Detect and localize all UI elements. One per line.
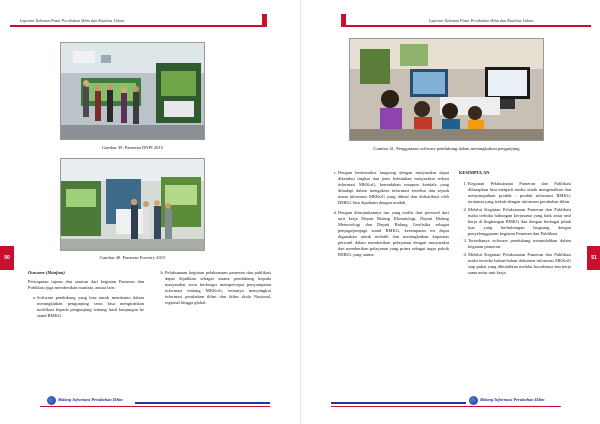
right-page-number: 51 — [587, 246, 600, 270]
left-footer-text: Bidang Informasi Perubahan Iklim — [58, 397, 123, 402]
photo-pameran-dnpi — [60, 42, 205, 140]
right-footer-text: Bidang Informasi Perubahan Iklim — [480, 397, 545, 402]
right-column-2 — [459, 170, 571, 277]
outcome-item-c: c. Dengan berinteraksi langsung dengan masyarakat dapat diketahui tingkat dan jenis kebutuhan masyarakat terkait informasi MKKuG, kemudahan maupun kendala yang dihadapi dalam mengakses informasi tersebut dan sejauh mana informasi MKKuG yang dibuat dan didistribusi oleh BMKG bisa dipahami dengan mudah. — [338, 170, 449, 206]
outcome-item-b: b. Pelaksanaan kegiatan pelaksanaan pameran dan publikasi dapat dijadikan sebagai sarana pendukung kepada masyarakat serta berfungsi mempercepat penyampaian informasi tentang MKKuG, tentunya menyangkut informasi perubahan iklim dan iklim skala Nasional, regional hingga global. — [165, 270, 271, 306]
fig39-caption: Gambar 39. Pameran DNPI 2015 — [101, 145, 164, 150]
left-header-mark — [262, 14, 267, 27]
kesimpulan-item-1: 1. Kegiatan Pelaksanaan Pameran dan Publikasi diharapkan bisa menjadi media untuk mengenalkan dan menyampaikan produk - produk informasi BMKG, terutama yang terkait dengan informasi perubahan iklim. — [468, 181, 571, 205]
right-footer-red-rule — [331, 406, 561, 408]
right-column-1 — [329, 170, 449, 260]
outcome-list-cd — [329, 170, 449, 258]
kesimpulan-list — [459, 181, 571, 276]
left-column-2 — [156, 270, 271, 308]
photo-pameran-forestry — [60, 158, 205, 251]
fig40-caption: Gambar 40. Pameran Forestry 2015 — [99, 255, 166, 260]
kesimpulan-heading: KESIMPULAN — [459, 170, 490, 175]
left-header-rule — [10, 25, 265, 27]
left-column-1 — [28, 270, 144, 321]
right-page — [300, 0, 600, 424]
left-footer-logo — [47, 396, 56, 405]
left-running-header: Laporan Tahunan Pusat Perubahan Iklim dan Kualitas Udara — [20, 18, 125, 23]
outcome-list-a — [28, 295, 144, 319]
left-footer-bar — [135, 402, 270, 404]
outcome-list-b — [156, 270, 271, 306]
outcome-intro: Pencapaian tujuan dan sasaran dari kegiatan Pameran dan Publikasi juga memberikan manfaat, antara lain : — [28, 279, 144, 290]
fig41-caption: Gambar 41. Penggunaan software pendukung dalam meningkatkan pengunjung — [373, 146, 520, 151]
photo-software-pendukung — [349, 38, 544, 141]
outcome-item-d: d. Dengan diturjunkannya tim yang terdiri dari personel dari unit kerja Deputi Bidang Klimatologi, Deputi Bidang Meteorologi dan Deputi Bidang Geofisika sebagai penjaga/penjaga stand BMKG, kesempatan ini dapat digunakan untuk melatih dan meningkatkan kapasitas personil dalam memberikan pelayanan dengan masyarakat dan memberikan pelayanan yang prima sebagai tugas pokok BMKG yang utama. — [338, 210, 449, 258]
outcome-subhead: Outcome (Manfaat) — [28, 270, 65, 275]
right-footer-bar — [331, 402, 466, 404]
right-header-rule — [341, 25, 591, 27]
kesimpulan-item-2: 2. Melalui Kegiatan Pelaksanaan Pameran dan Publikasi maka terbuka hubungan kerjasama yang baik antar unit kerja di lingkungan BMKG dan dengan berbagai pihak luar yang berhubungan langsung dengan penyelenggaraan kegiatan Pameran dan Publikasi. — [468, 207, 571, 237]
kesimpulan-item-3: 3. Tersedianya software pendukung memudahkan dalam kegiatan pameran. — [468, 238, 571, 250]
outcome-item-a: a. Software pendukung yang bisa untuk membantu dalam meningkatkan pengunjung serta bisa mengirimkan notifikasi kepada pengunjung tentang hasil kunjungan ke stand BMKG. — [37, 295, 144, 319]
right-running-header: Laporan Tahunan Pusat Perubahan Iklim dan Kualitas Udara — [429, 18, 534, 23]
right-footer-logo — [469, 396, 478, 405]
left-page-number: 50 — [0, 246, 14, 270]
kesimpulan-item-4: 4. Melalui Kegiatan Pelaksanaan Pameran dan Publikasi maka tersedia bahan-bahan dokumen informasi MKKuG siap pakai yang dibutuhkan melalui koordinasi dan kerja sama antar unit kerja. — [468, 252, 571, 276]
left-footer-red-rule — [40, 406, 270, 408]
